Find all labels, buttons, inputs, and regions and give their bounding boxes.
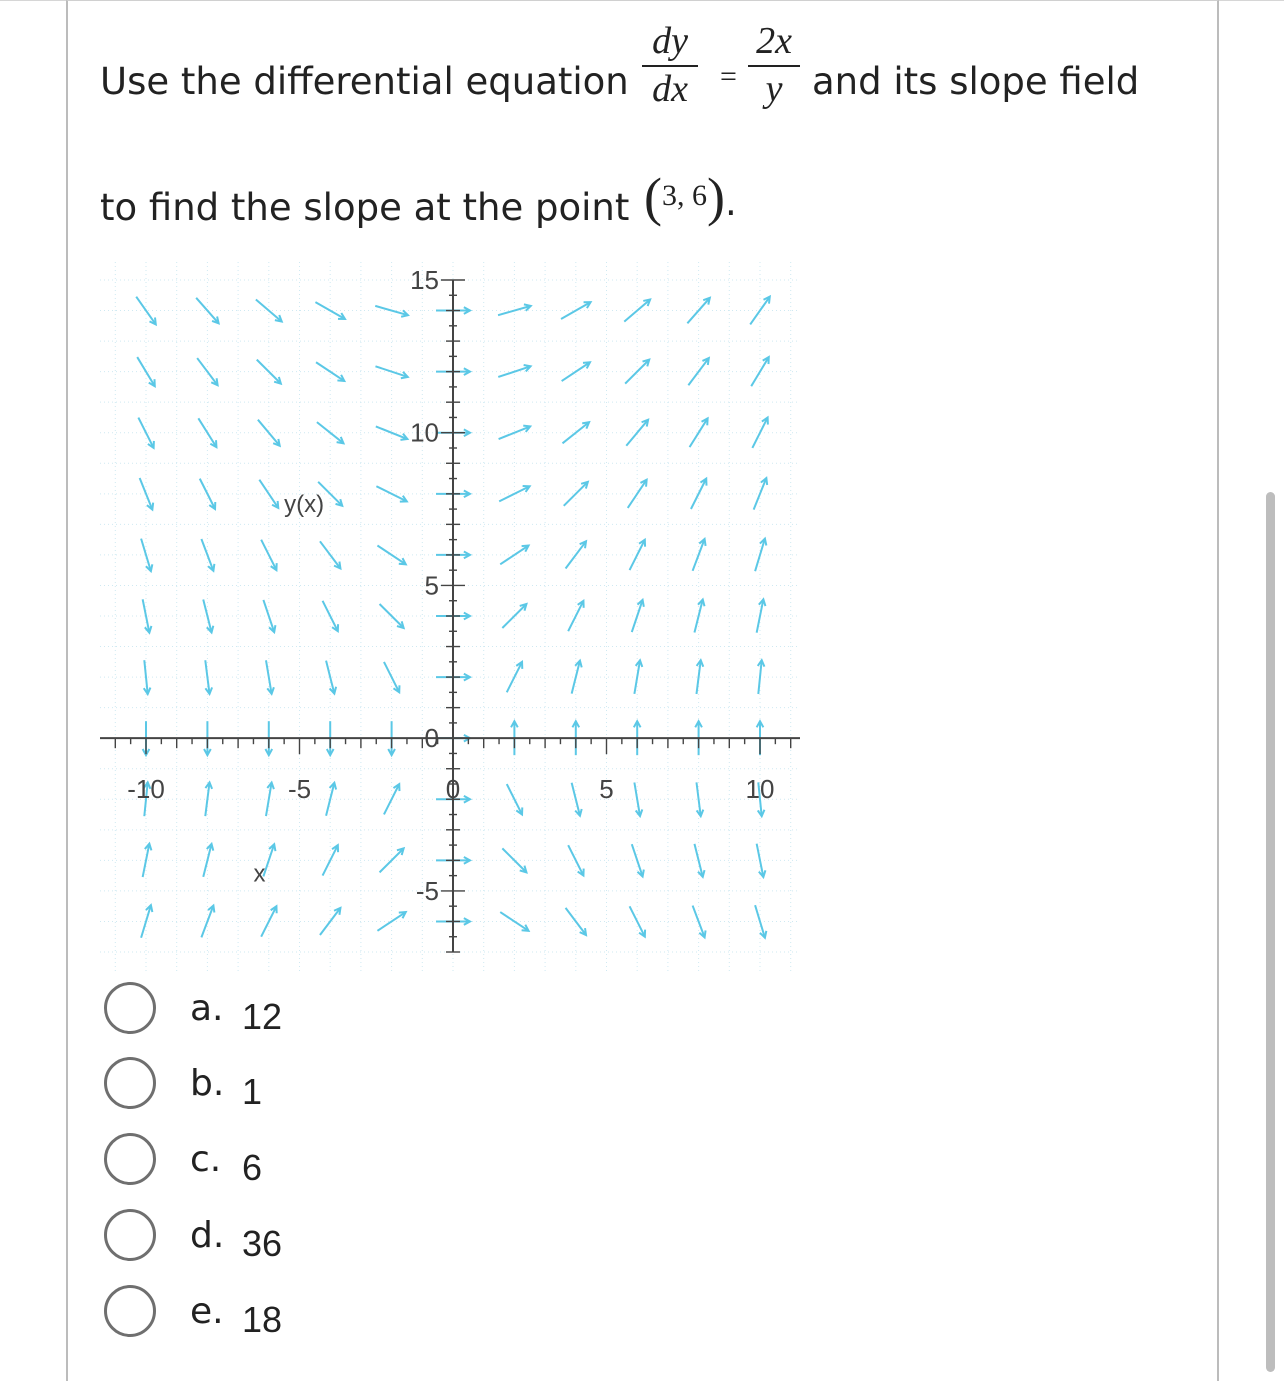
arrow-shaft <box>196 298 218 324</box>
arrow-shaft <box>691 479 706 509</box>
question-line-1 <box>100 58 629 106</box>
arrow-shaft <box>499 486 529 501</box>
arrow-shaft <box>562 422 589 443</box>
y-tick-label: 15 <box>410 265 439 295</box>
arrow-shaft <box>377 546 405 565</box>
answer-option-d[interactable] <box>104 1209 504 1267</box>
slope-arrow <box>634 783 642 817</box>
slope-arrow <box>632 844 644 876</box>
slope-arrow <box>143 599 152 632</box>
fraction-numerator: 2x <box>756 20 792 62</box>
slope-arrow <box>634 660 642 694</box>
slope-arrow <box>632 600 644 632</box>
question-line-2 <box>100 184 629 232</box>
radio-button[interactable] <box>104 982 156 1034</box>
option-value: 1 <box>242 1071 263 1112</box>
close-paren: ) <box>706 167 725 227</box>
fraction-dy-dx <box>642 22 698 108</box>
slope-arrow <box>687 298 709 324</box>
fraction-bar <box>642 65 698 67</box>
point-coordinates: 3, 6 <box>661 179 707 212</box>
fraction-bar <box>748 65 800 67</box>
x-tick-label: 5 <box>599 774 614 805</box>
slope-arrow <box>628 480 647 508</box>
equals-sign: = <box>720 60 737 93</box>
slope-arrow <box>750 297 770 325</box>
answer-option-e[interactable] <box>104 1285 504 1343</box>
arrow-shaft <box>320 541 340 568</box>
option-value: 36 <box>242 1223 283 1264</box>
option-value: 18 <box>242 1299 283 1340</box>
slope-arrow <box>502 848 526 872</box>
slope-arrow <box>499 486 529 501</box>
y-tick-label: -5 <box>415 875 439 906</box>
arrow-shaft <box>750 297 770 325</box>
arrow-shaft <box>630 540 645 570</box>
fraction-denominator: dx <box>652 68 688 110</box>
slope-arrow <box>502 604 526 628</box>
y-tick-label: 10 <box>410 417 439 448</box>
slope-arrow <box>263 600 275 632</box>
question-suffix-line <box>812 58 1139 106</box>
x-tick-label: -10 <box>127 774 165 805</box>
answer-option-a[interactable] <box>104 982 504 1040</box>
arrow-shaft <box>751 357 769 386</box>
slope-arrow <box>694 844 704 877</box>
slope-arrow <box>141 905 152 938</box>
slope-arrow <box>696 782 703 816</box>
slope-arrow <box>498 304 531 315</box>
slope-arrow <box>196 298 218 324</box>
arrow-shaft <box>687 298 709 324</box>
slope-field-chart <box>100 262 800 972</box>
answer-option-b[interactable] <box>104 1057 504 1115</box>
radio-button[interactable] <box>104 1209 156 1261</box>
answer-option-c[interactable] <box>104 1133 504 1191</box>
x-tick-label: 0 <box>445 774 461 805</box>
x-tick-label: 10 <box>745 774 775 805</box>
y-axis-label: y(x) <box>284 491 325 519</box>
slope-arrow <box>326 661 336 694</box>
arrow-shaft <box>498 366 530 377</box>
arrow-shaft <box>259 480 278 508</box>
option-letter: d. <box>190 1215 225 1256</box>
arrow-shaft <box>561 302 591 319</box>
arrow-shaft <box>499 426 531 439</box>
slope-arrow <box>320 541 340 568</box>
slope-arrow <box>143 844 152 877</box>
slope-arrow <box>696 660 703 694</box>
slope-arrow <box>375 366 407 378</box>
slope-arrow <box>499 426 531 439</box>
slope-arrow <box>259 480 278 508</box>
question-suffix: and its slope field <box>812 60 1140 103</box>
x-tick-label: -5 <box>287 774 312 805</box>
arrow-shaft <box>628 480 647 508</box>
scrollbar-thumb[interactable] <box>1266 492 1275 1372</box>
arrow-shaft <box>502 848 526 872</box>
radio-button[interactable] <box>104 1057 156 1109</box>
slope-arrow <box>384 784 400 814</box>
fraction-numerator: dy <box>652 20 688 62</box>
radio-button[interactable] <box>104 1133 156 1185</box>
question-prefix: Use the differential equation <box>100 60 629 103</box>
fraction-2x-y <box>748 22 800 108</box>
radio-button[interactable] <box>104 1285 156 1337</box>
slope-arrow <box>507 784 523 814</box>
option-letter: b. <box>190 1063 225 1104</box>
option-letter: e. <box>190 1291 224 1332</box>
y-tick-label: 0 <box>424 723 439 754</box>
option-value: 6 <box>242 1147 263 1188</box>
open-paren: ( <box>644 167 662 227</box>
fraction-denominator: y <box>765 68 783 110</box>
slope-arrow <box>562 422 589 443</box>
arrow-shaft <box>502 604 526 628</box>
slope-arrow <box>561 302 591 319</box>
question-line2-text: to find the slope at the point <box>100 186 630 229</box>
x-axis-label: x <box>253 860 266 888</box>
option-value: 12 <box>242 996 283 1037</box>
slope-arrow <box>630 540 646 570</box>
slope-arrow <box>377 546 405 565</box>
point-expression <box>644 166 737 228</box>
slope-arrow <box>694 600 704 633</box>
slope-arrow <box>758 660 765 694</box>
slope-arrow <box>375 306 408 317</box>
slope-arrow <box>261 540 277 570</box>
slope-arrow <box>751 357 769 386</box>
option-letter: c. <box>190 1139 222 1180</box>
y-tick-label: 5 <box>424 570 439 601</box>
arrow-shaft <box>507 784 522 814</box>
option-letter: a. <box>190 988 224 1029</box>
period: . <box>724 181 737 224</box>
arrow-shaft <box>261 540 276 570</box>
slope-arrow <box>141 539 152 572</box>
slope-arrow <box>326 783 336 816</box>
